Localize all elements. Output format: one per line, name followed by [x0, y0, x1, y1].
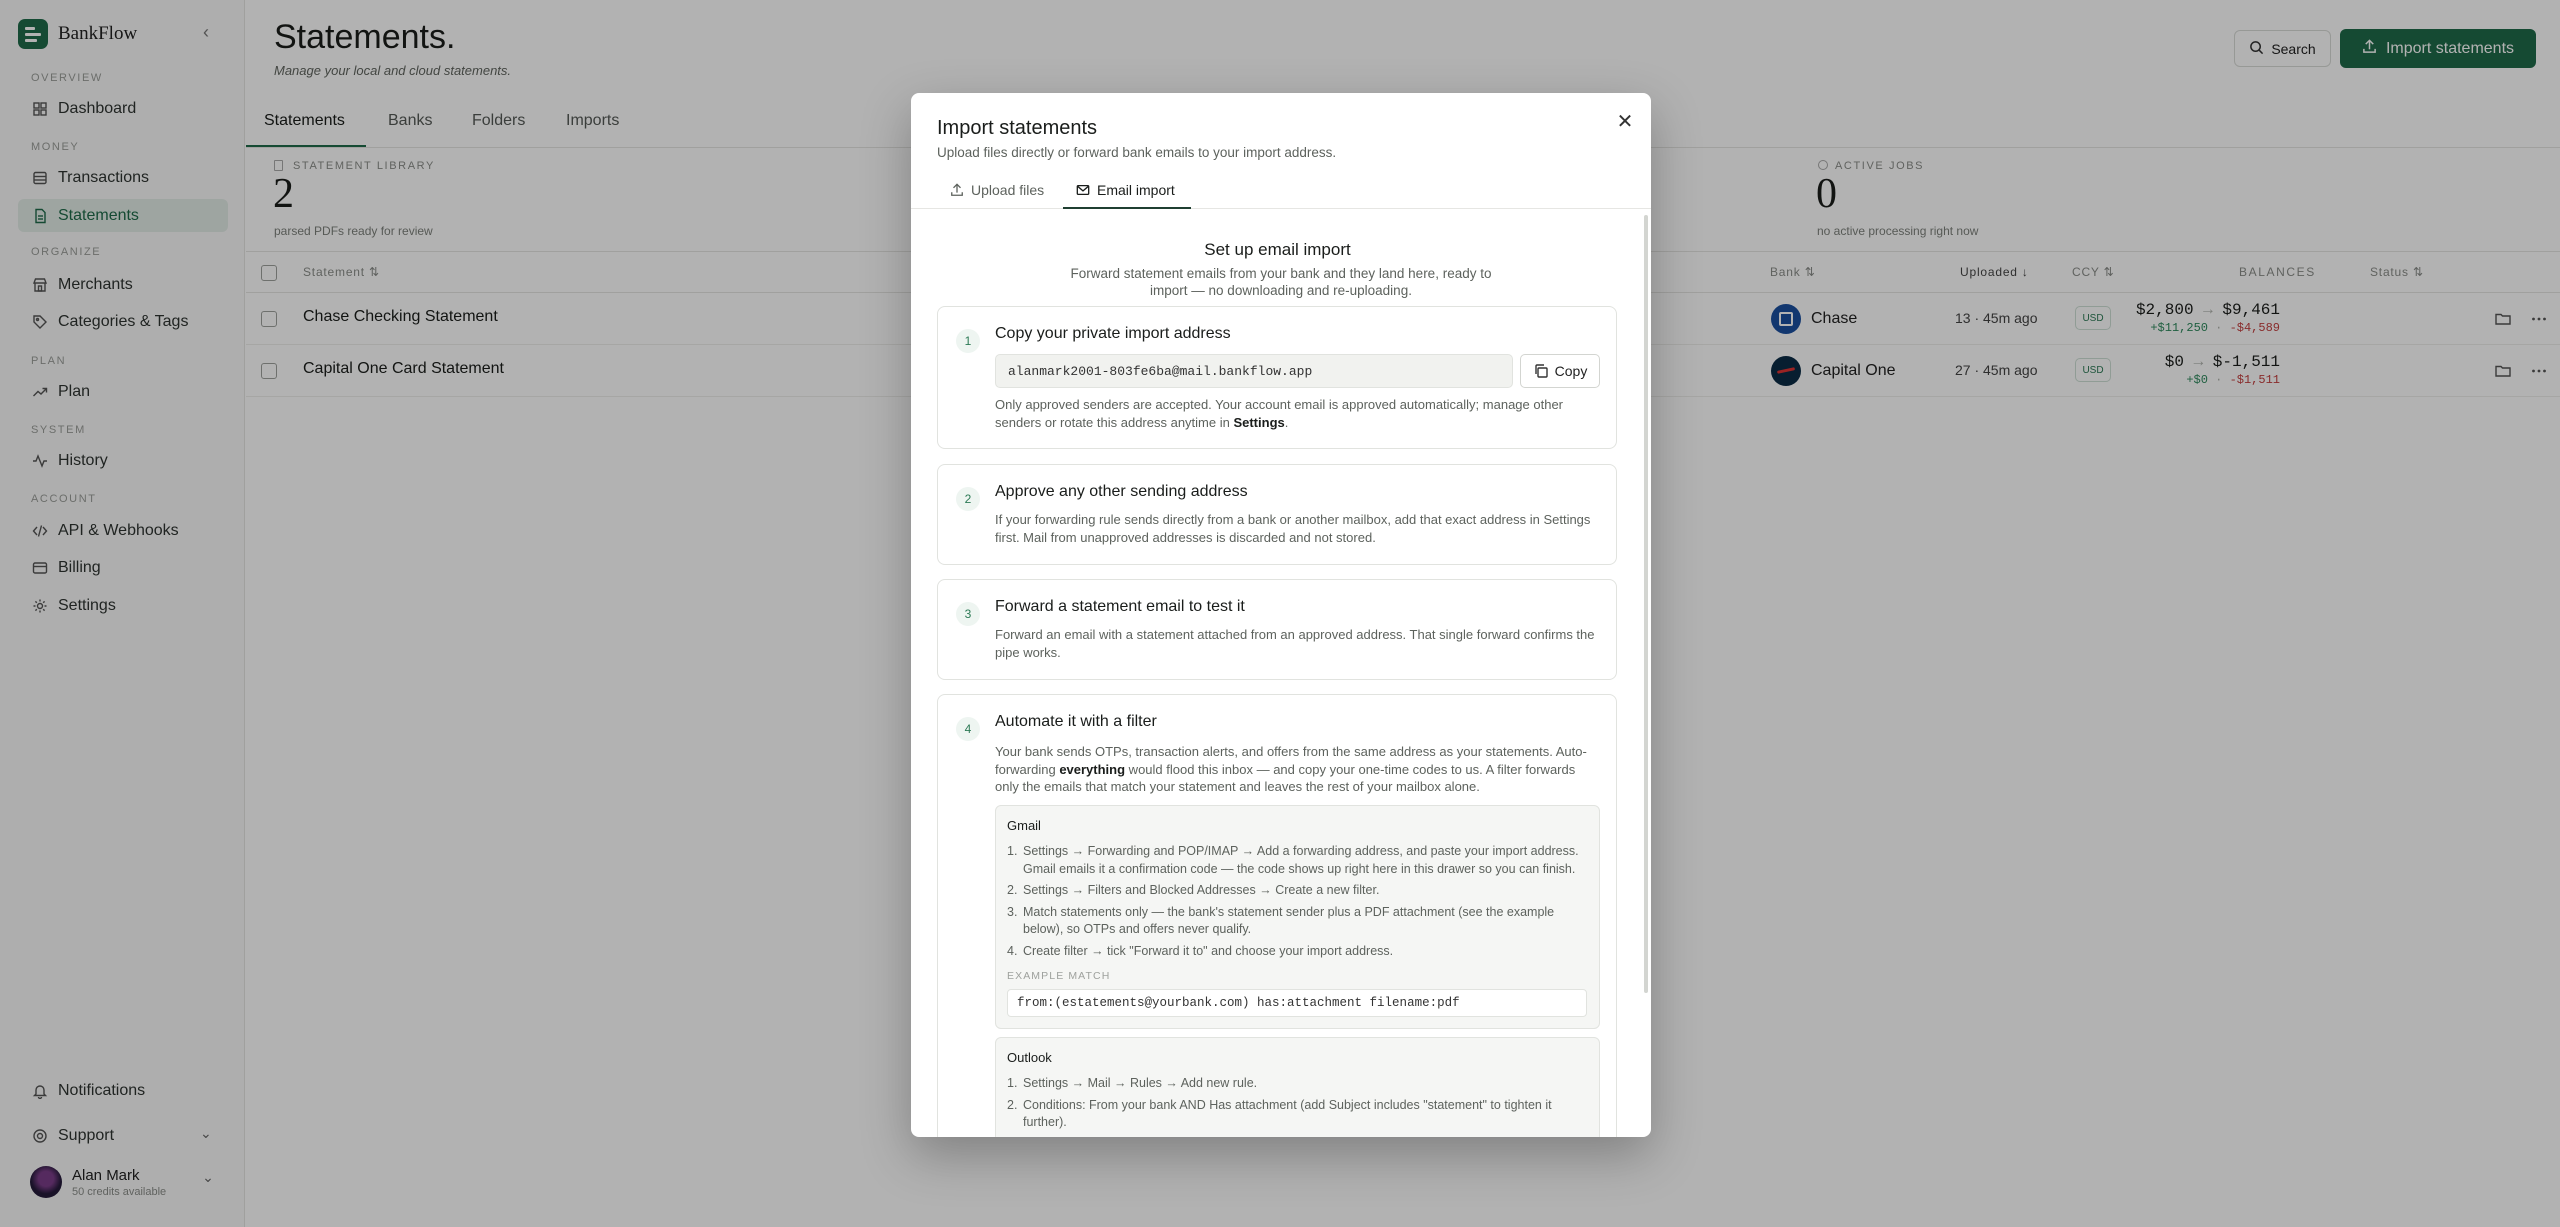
- list-item: 1. Settings → Forwarding and POP/IMAP → Add a forwarding address, and paste your import address. Gmail emails it a confirmation code — the code shows up right here in this drawer so you can finish.: [1007, 844, 1579, 876]
- example-label: EXAMPLE MATCH: [1007, 970, 1111, 982]
- column-header-ccy[interactable]: CCY ⇅: [2072, 265, 2115, 279]
- step-title: Approve any other sending address: [995, 483, 1248, 500]
- outlook-instructions: [995, 1037, 1600, 1137]
- uploaded-time: 13 · 45m ago: [1955, 310, 2038, 326]
- step-number: 3: [956, 602, 980, 626]
- currency-badge: USD: [2075, 358, 2111, 382]
- column-header-balances: BALANCES: [2239, 265, 2316, 279]
- balance-flow: +$0 · -$1,511: [2186, 373, 2280, 387]
- step-number: 2: [956, 487, 980, 511]
- list-item: 4. Create filter → tick "Forward it to" and choose your import address.: [1007, 943, 1394, 958]
- closing-balance: $9,461: [2222, 301, 2280, 319]
- setup-title: Set up email import: [1204, 240, 1351, 259]
- page-title: Statements.: [274, 18, 456, 56]
- step-card-copy-address: [937, 306, 1617, 449]
- dialog-subtitle: Upload files directly or forward bank emails to your import address.: [937, 145, 1337, 160]
- import-button-label: Import statements: [2385, 39, 2515, 57]
- step-card-test-forward: [937, 579, 1617, 680]
- section-label-plan: PLAN: [31, 355, 67, 367]
- copy-icon: [1533, 363, 1549, 379]
- stat-note-jobs: no active processing right now: [1817, 224, 1979, 238]
- balance-range: $2,800 → $9,461: [2135, 301, 2280, 319]
- dialog-tabs: [911, 179, 1651, 209]
- opening-balance: $2,800: [2135, 301, 2194, 319]
- statement-name[interactable]: Capital One Card Statement: [303, 360, 504, 377]
- gmail-instructions: [995, 805, 1600, 1029]
- balance-range: $0 → $-1,511: [2164, 353, 2280, 371]
- app-name: BankFlow: [58, 23, 138, 44]
- tab-upload-files[interactable]: Upload files: [950, 182, 1044, 198]
- step-title: Automate it with a filter: [995, 713, 1157, 730]
- sidebar-item-label: Merchants: [58, 275, 133, 293]
- uploaded-time: 27 · 45m ago: [1955, 362, 2038, 378]
- stat-note-library: parsed PDFs ready for review: [274, 224, 433, 238]
- step-title: Forward a statement email to test it: [995, 598, 1245, 615]
- column-header-statement[interactable]: Statement ⇅: [303, 265, 380, 279]
- tab-folders[interactable]: Folders: [472, 112, 526, 129]
- sidebar-item-label: History: [58, 451, 108, 469]
- import-address-field[interactable]: alanmark2001-803fe6ba@mail.bankflow.app: [995, 354, 1513, 388]
- copy-button-label: Copy: [1554, 363, 1588, 379]
- step-description: Forward an email with a statement attached from an approved address. That single forward confirms the pipe works.: [995, 627, 1595, 660]
- list-item: 2. Settings → Filters and Blocked Addresses → Create a new filter.: [1007, 883, 1380, 897]
- sort-icon: ⇅: [2103, 265, 2115, 279]
- column-header-bank[interactable]: Bank ⇅: [1770, 265, 1816, 279]
- section-label-overview: OVERVIEW: [31, 72, 103, 84]
- search-button-label: Search: [2271, 40, 2316, 57]
- tab-email-import[interactable]: Email import: [1076, 182, 1175, 198]
- stat-value-jobs: 0: [1816, 171, 1837, 217]
- copy-address-button[interactable]: [1520, 354, 1600, 388]
- settings-link[interactable]: Settings: [1233, 414, 1285, 430]
- outlook-steps: [1007, 1075, 1587, 1136]
- upload-icon: [950, 183, 964, 197]
- sort-icon: ⇅: [2412, 265, 2424, 279]
- sidebar-item-label: API & Webhooks: [58, 521, 179, 539]
- user-name: Alan Mark: [72, 1166, 140, 1184]
- dialog-scrollbar[interactable]: [1644, 215, 1648, 993]
- outflow: -$4,589: [2229, 321, 2280, 335]
- page-subtitle: Manage your local and cloud statements.: [274, 63, 512, 78]
- step-card-approve-sender: [937, 464, 1617, 565]
- stat-label-jobs: ACTIVE JOBS: [1835, 160, 1925, 172]
- user-credits: 50 credits available: [72, 1185, 167, 1198]
- step-description: Your bank sends OTPs, transaction alerts, and offers from the same address as your statements. Auto-forwarding everything would flood this inbox — and copy your one-time codes to us. A filter forwards only the emails that match your statement and leaves the rest of your mailbox alone.: [995, 744, 1587, 794]
- step-card-automate-filter: [937, 694, 1617, 1137]
- gmail-title: Gmail: [1007, 818, 1041, 833]
- outflow: -$1,511: [2229, 373, 2280, 387]
- column-header-uploaded[interactable]: Uploaded ↓: [1960, 265, 2029, 279]
- sidebar-item-label: Support: [58, 1126, 115, 1144]
- bank-name: Chase: [1811, 310, 1858, 327]
- section-label-system: SYSTEM: [31, 424, 86, 436]
- step-description: Only approved senders are accepted. Your account email is approved automatically; manage other senders or rotate this address anytime in Settings.: [995, 397, 1564, 430]
- currency-badge: USD: [2075, 306, 2111, 330]
- inflow: +$11,250: [2150, 321, 2208, 335]
- sidebar-item-label: Categories & Tags: [58, 312, 189, 330]
- stat-label-library: STATEMENT LIBRARY: [293, 160, 435, 172]
- closing-balance: $-1,511: [2212, 353, 2280, 371]
- inflow: +$0: [2186, 373, 2208, 387]
- statement-name[interactable]: Chase Checking Statement: [303, 308, 498, 325]
- close-icon[interactable]: ✕: [1616, 110, 1634, 133]
- chevron-down-icon: ⌄: [202, 1168, 214, 1185]
- section-label-organize: ORGANIZE: [31, 246, 102, 258]
- sidebar-item-label: Plan: [58, 382, 91, 400]
- step-number: 4: [956, 717, 980, 741]
- tab-statements[interactable]: Statements: [264, 112, 345, 129]
- dialog-title: Import statements: [937, 117, 1098, 139]
- tab-imports[interactable]: Imports: [566, 112, 620, 129]
- sidebar-item-label: Settings: [58, 596, 116, 614]
- email-import-panel: [911, 210, 1644, 1137]
- sidebar-item-label: Notifications: [58, 1081, 146, 1099]
- sidebar-item-label: Dashboard: [58, 99, 137, 117]
- example-filter-code[interactable]: from:(estatements@yourbank.com) has:attachment filename:pdf: [1007, 989, 1587, 1017]
- sidebar-item-label: Statements: [58, 206, 139, 224]
- bank-name: Capital One: [1811, 362, 1896, 379]
- chevron-down-icon: ⌄: [200, 1125, 212, 1141]
- gmail-steps: [1007, 843, 1587, 964]
- tab-banks[interactable]: Banks: [388, 112, 433, 129]
- list-item: 1. Settings → Mail → Rules → Add new rule.: [1007, 1076, 1258, 1090]
- section-label-account: ACCOUNT: [31, 493, 97, 505]
- import-statements-dialog: [911, 93, 1651, 1137]
- section-label-money: MONEY: [31, 141, 80, 153]
- list-item: 3. Match statements only — the bank's statement sender plus a PDF attachment (see the example below), so OTPs and offers never qualify.: [1007, 904, 1555, 936]
- step-title: Copy your private import address: [995, 325, 1231, 342]
- sort-icon: ⇅: [369, 265, 380, 279]
- stat-value-library: 2: [273, 171, 294, 217]
- list-item: 2. Conditions: From your bank AND Has attachment (add Subject includes "statement" to tighten it further).: [1007, 1097, 1552, 1129]
- step-description: If your forwarding rule sends directly from a bank or another mailbox, add that exact address in Settings first. Mail from unapproved addresses is discarded and not stored.: [995, 512, 1591, 545]
- sort-icon: ⇅: [1804, 265, 1816, 279]
- sidebar-item-label: Transactions: [58, 168, 149, 186]
- setup-description: Forward statement emails from your bank and they land here, ready to import — no downloading and re-uploading.: [1070, 266, 1492, 298]
- sort-desc-icon: ↓: [2021, 265, 2029, 279]
- outlook-title: Outlook: [1007, 1050, 1052, 1065]
- active-tab-indicator: [1063, 207, 1191, 209]
- balance-flow: +$11,250 · -$4,589: [2150, 321, 2280, 335]
- opening-balance: $0: [2164, 353, 2184, 371]
- mail-icon: [1076, 183, 1090, 197]
- sidebar-item-label: Billing: [58, 558, 101, 576]
- column-header-status[interactable]: Status ⇅: [2370, 265, 2424, 279]
- collapse-sidebar-icon[interactable]: ‹: [203, 22, 209, 42]
- step-number: 1: [956, 329, 980, 353]
